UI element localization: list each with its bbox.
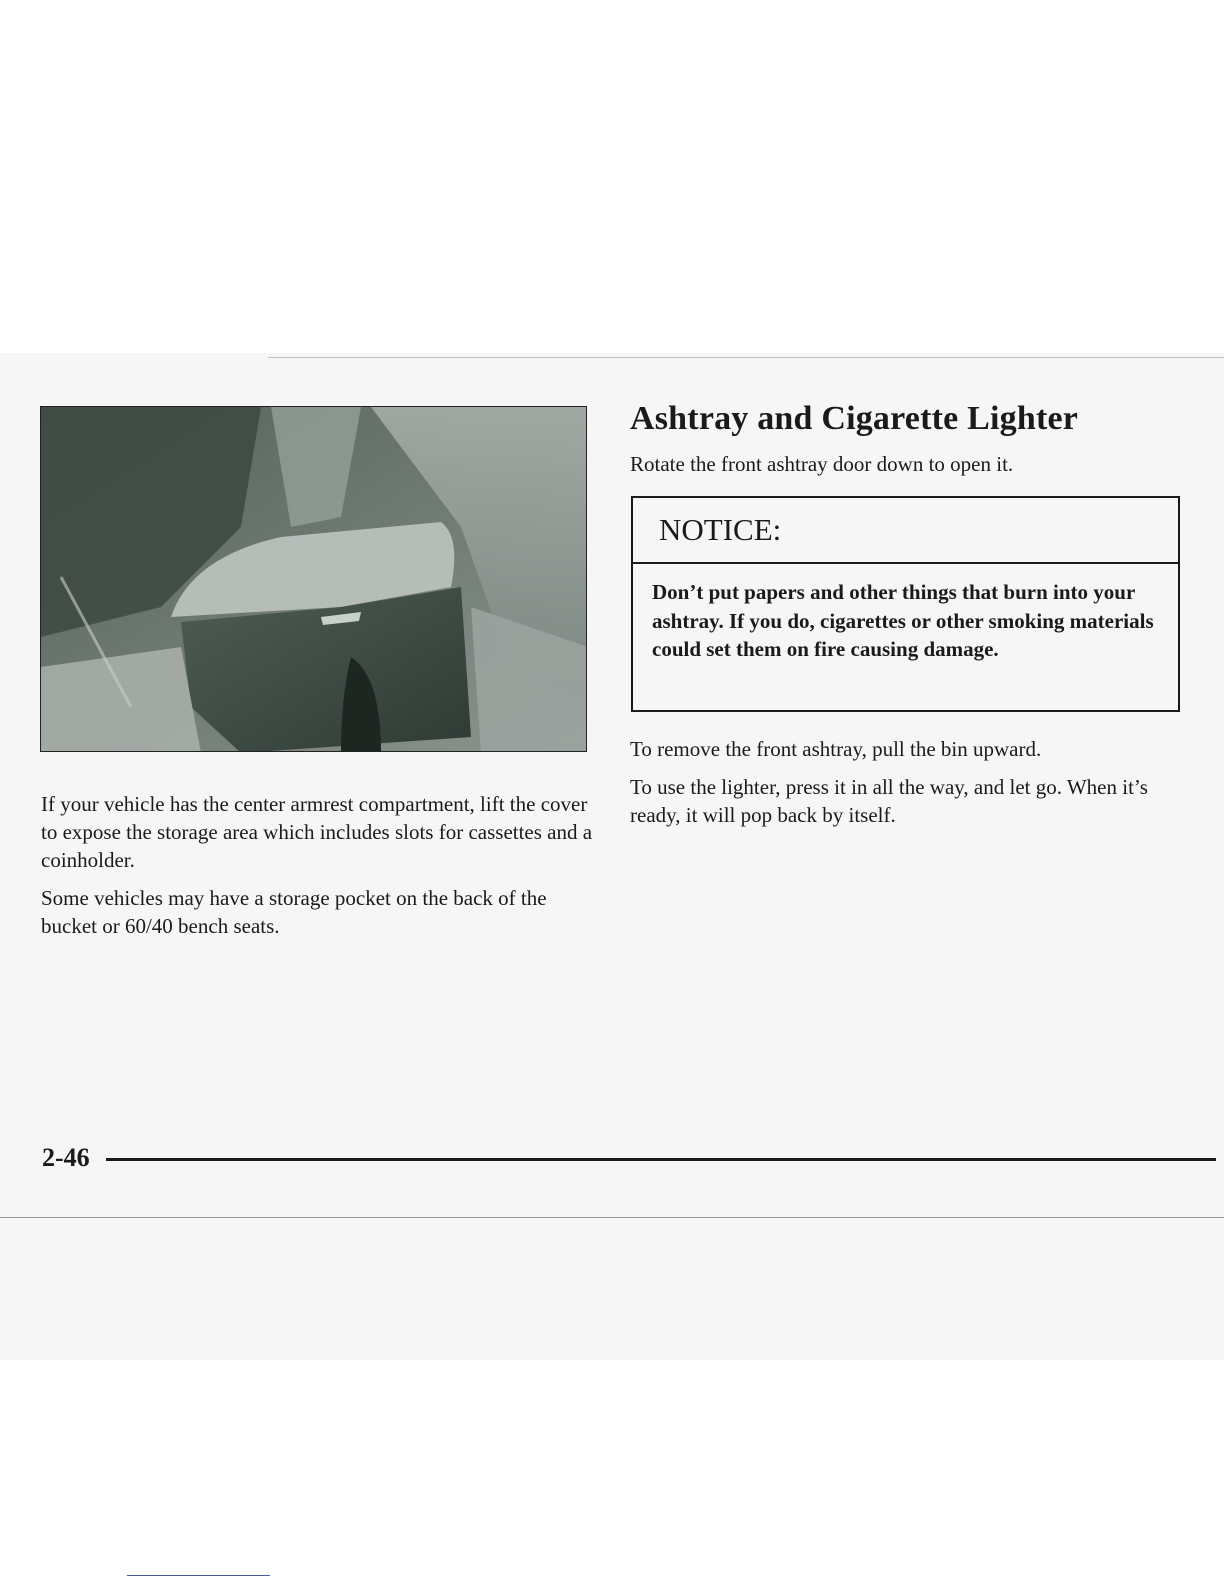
right-column-lower xyxy=(630,735,1190,839)
page-footer xyxy=(42,1140,1177,1176)
lighter-paragraph: To use the lighter, press it in all the way, and let go. When it’s ready, it will pop back by itself. xyxy=(630,775,1148,827)
remove-ashtray-paragraph: To remove the front ashtray, pull the bin upward. xyxy=(630,737,1042,761)
storage-pocket-paragraph: Some vehicles may have a storage pocket on the back of the bucket or 60/40 bench seats. xyxy=(41,886,547,938)
left-column xyxy=(41,790,601,950)
footer-rule xyxy=(106,1158,1216,1161)
right-column xyxy=(630,396,1190,478)
top-divider xyxy=(268,357,1224,358)
ashtray-intro: Rotate the front ashtray door down to open it. xyxy=(630,452,1014,476)
bottom-divider xyxy=(0,1217,1224,1218)
section-title: Ashtray and Cigarette Lighter xyxy=(630,400,1079,437)
bottom-edge-mark xyxy=(127,1575,270,1576)
notice-text: Don’t put papers and other things that burn into your ashtray. If you do, cigarettes or other smoking materials could set them on fire causing damage. xyxy=(652,580,1154,661)
page-number: 2-46 xyxy=(42,1143,90,1172)
armrest-compartment-photo xyxy=(40,406,587,752)
armrest-paragraph: If your vehicle has the center armrest compartment, lift the cover to expose the storage area which includes slots for cassettes and a coinholder. xyxy=(41,792,593,872)
notice-box xyxy=(631,496,1180,712)
notice-heading: NOTICE: xyxy=(633,498,1178,564)
